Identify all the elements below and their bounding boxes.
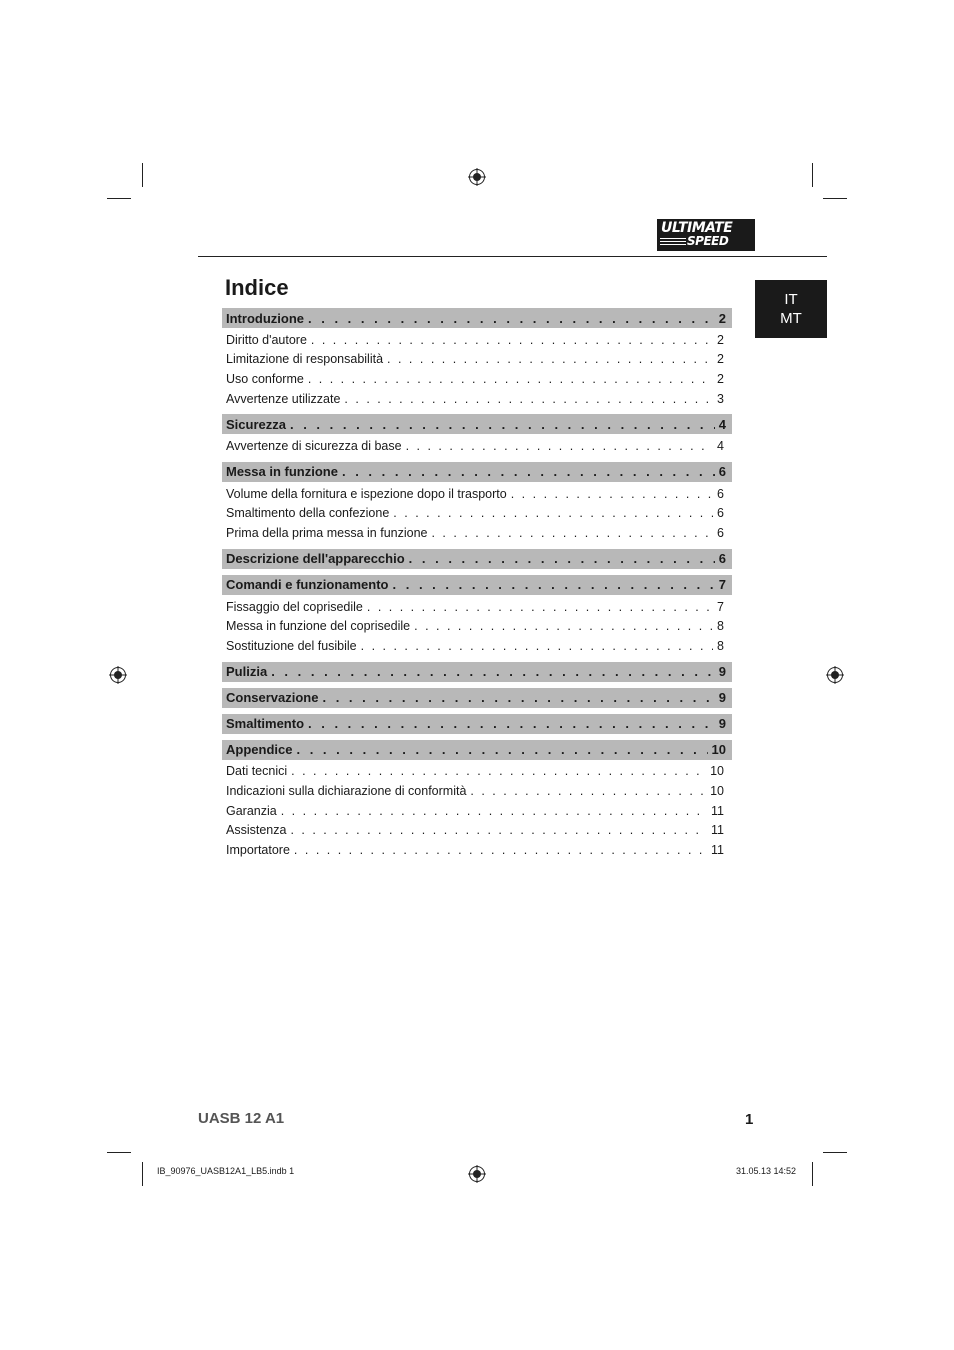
toc-leader — [311, 333, 713, 347]
toc-leader — [281, 804, 707, 818]
toc-entry-title: Limitazione di responsabilità — [226, 352, 384, 367]
toc-entry-page: 11 — [711, 803, 724, 818]
toc-section-title: Comandi e funzionamento — [226, 577, 389, 593]
toc-entry-title: Prima della prima messa in funzione — [226, 525, 428, 540]
toc-subsection-list — [222, 597, 732, 656]
toc-entry-title: Smaltimento della confezione — [226, 506, 390, 521]
toc-section — [222, 414, 732, 434]
toc-section-title: Messa in funzione — [226, 464, 338, 480]
toc-section-title: Descrizione dell'apparecchio — [226, 551, 405, 567]
toc-entry-title: Messa in funzione del coprisedile — [226, 619, 411, 634]
toc-leader — [470, 784, 706, 798]
toc-section — [222, 740, 732, 760]
toc-section — [222, 662, 732, 682]
toc-entry-title: Assistenza — [226, 823, 287, 838]
toc-entry-page: 6 — [717, 525, 724, 540]
print-slug-file: IB_90976_UASB12A1_LB5.indb 1 — [157, 1166, 295, 1176]
toc-entry-title: Avvertenze utilizzate — [226, 391, 341, 406]
toc-entry — [222, 369, 732, 389]
toc-entry-title: Uso conforme — [226, 371, 304, 386]
toc-entry-page: 6 — [717, 506, 724, 521]
toc-entry-page: 11 — [711, 823, 724, 838]
toc-section-title: Introduzione — [226, 310, 304, 326]
toc-entry — [222, 436, 732, 456]
toc-entry — [222, 523, 732, 543]
print-slug-date: 31.05.13 14:52 — [736, 1166, 797, 1176]
toc-entry — [222, 350, 732, 370]
toc-entry-title: Sostituzione del fusibile — [226, 638, 357, 653]
language-code: IT — [784, 291, 798, 308]
toc-leader — [322, 690, 714, 705]
header-rule — [198, 256, 827, 257]
toc-section-page: 9 — [718, 690, 726, 706]
toc-leader — [361, 639, 713, 653]
toc-leader — [414, 619, 713, 633]
toc-subsection-list — [222, 330, 732, 408]
brand-logo — [657, 219, 755, 251]
logo-line2: SPEED — [687, 234, 729, 248]
toc-section — [222, 688, 732, 708]
crop-mark — [812, 163, 813, 187]
toc-entry-page: 7 — [717, 599, 724, 614]
toc-section — [222, 462, 732, 482]
crop-mark — [107, 1152, 131, 1153]
toc-section — [222, 308, 732, 328]
toc-leader — [342, 464, 715, 479]
toc-section-title: Smaltimento — [226, 716, 305, 732]
toc-leader — [511, 487, 713, 501]
toc-entry — [222, 616, 732, 636]
crop-mark — [823, 1152, 847, 1153]
toc-entry-page: 4 — [717, 439, 724, 454]
crop-mark — [823, 198, 847, 199]
toc-section — [222, 549, 732, 569]
table-of-contents — [222, 308, 732, 860]
language-code: MT — [780, 310, 802, 327]
page-title: Indice — [225, 275, 289, 300]
toc-entry-title: Garanzia — [226, 803, 277, 818]
model-number: UASB 12 A1 — [198, 1110, 285, 1127]
toc-entry-title: Importatore — [226, 842, 290, 857]
toc-entry-page: 6 — [717, 486, 724, 501]
toc-entry-page: 10 — [710, 783, 724, 798]
toc-section-title: Conservazione — [226, 690, 319, 706]
toc-section-page: 4 — [718, 416, 726, 432]
crop-mark — [142, 1162, 143, 1186]
toc-leader — [291, 764, 706, 778]
toc-entry — [222, 389, 732, 409]
toc-leader — [271, 664, 715, 679]
toc-leader — [290, 417, 715, 432]
toc-entry — [222, 636, 732, 656]
page-number: 1 — [745, 1111, 754, 1128]
language-tab — [755, 280, 827, 338]
toc-entry — [222, 781, 732, 801]
toc-section-title: Pulizia — [226, 664, 268, 680]
toc-entry-page: 2 — [717, 371, 724, 386]
toc-leader — [393, 577, 715, 592]
toc-leader — [387, 352, 713, 366]
registration-mark-icon — [109, 666, 127, 684]
toc-section-page: 9 — [718, 664, 726, 680]
toc-entry — [222, 820, 732, 840]
logo-line1: ULTIMATE — [661, 220, 733, 236]
toc-section-title: Sicurezza — [226, 416, 286, 432]
toc-subsection-list — [222, 762, 732, 860]
toc-section — [222, 714, 732, 734]
toc-entry-title: Avvertenze di sicurezza di base — [226, 439, 402, 454]
toc-section — [222, 575, 732, 595]
toc-subsection-list — [222, 436, 732, 456]
crop-mark — [107, 198, 131, 199]
toc-entry — [222, 597, 732, 617]
toc-section-page: 9 — [718, 716, 726, 732]
toc-leader — [294, 843, 707, 857]
logo-stripes — [660, 238, 686, 247]
toc-leader — [296, 742, 707, 757]
toc-entry-page: 2 — [717, 332, 724, 347]
toc-entry-page: 8 — [717, 638, 724, 653]
toc-leader — [308, 311, 715, 326]
toc-section-page: 6 — [718, 464, 726, 480]
toc-entry — [222, 762, 732, 782]
toc-leader — [344, 392, 713, 406]
toc-leader — [409, 551, 715, 566]
toc-leader — [393, 506, 713, 520]
toc-section-title: Appendice — [226, 742, 293, 758]
toc-leader — [290, 823, 707, 837]
toc-section-page: 7 — [718, 577, 726, 593]
toc-entry-page: 10 — [710, 764, 724, 779]
toc-section-page: 6 — [718, 551, 726, 567]
toc-leader — [308, 716, 715, 731]
toc-leader — [308, 372, 713, 386]
toc-section-page: 2 — [718, 310, 726, 326]
toc-entry-title: Diritto d'autore — [226, 332, 307, 347]
toc-entry-title: Indicazioni sulla dichiarazione di conformità — [226, 783, 467, 798]
toc-entry — [222, 801, 732, 821]
toc-leader — [406, 439, 713, 453]
toc-entry-page: 3 — [717, 391, 724, 406]
toc-entry-page: 11 — [711, 842, 724, 857]
registration-mark-icon — [826, 666, 844, 684]
registration-mark-icon — [468, 1165, 486, 1183]
crop-mark — [142, 163, 143, 187]
toc-entry-title: Dati tecnici — [226, 764, 288, 779]
toc-entry — [222, 330, 732, 350]
toc-leader — [431, 526, 713, 540]
toc-leader — [367, 600, 713, 614]
toc-entry-page: 2 — [717, 352, 724, 367]
toc-entry-title: Volume della fornitura e ispezione dopo il trasporto — [226, 486, 507, 501]
toc-entry-page: 8 — [717, 619, 724, 634]
toc-entry-title: Fissaggio del coprisedile — [226, 599, 363, 614]
toc-entry — [222, 484, 732, 504]
toc-section-page: 10 — [711, 742, 726, 758]
registration-mark-icon — [468, 168, 486, 186]
toc-entry — [222, 504, 732, 524]
crop-mark — [812, 1162, 813, 1186]
toc-subsection-list — [222, 484, 732, 543]
toc-entry — [222, 840, 732, 860]
